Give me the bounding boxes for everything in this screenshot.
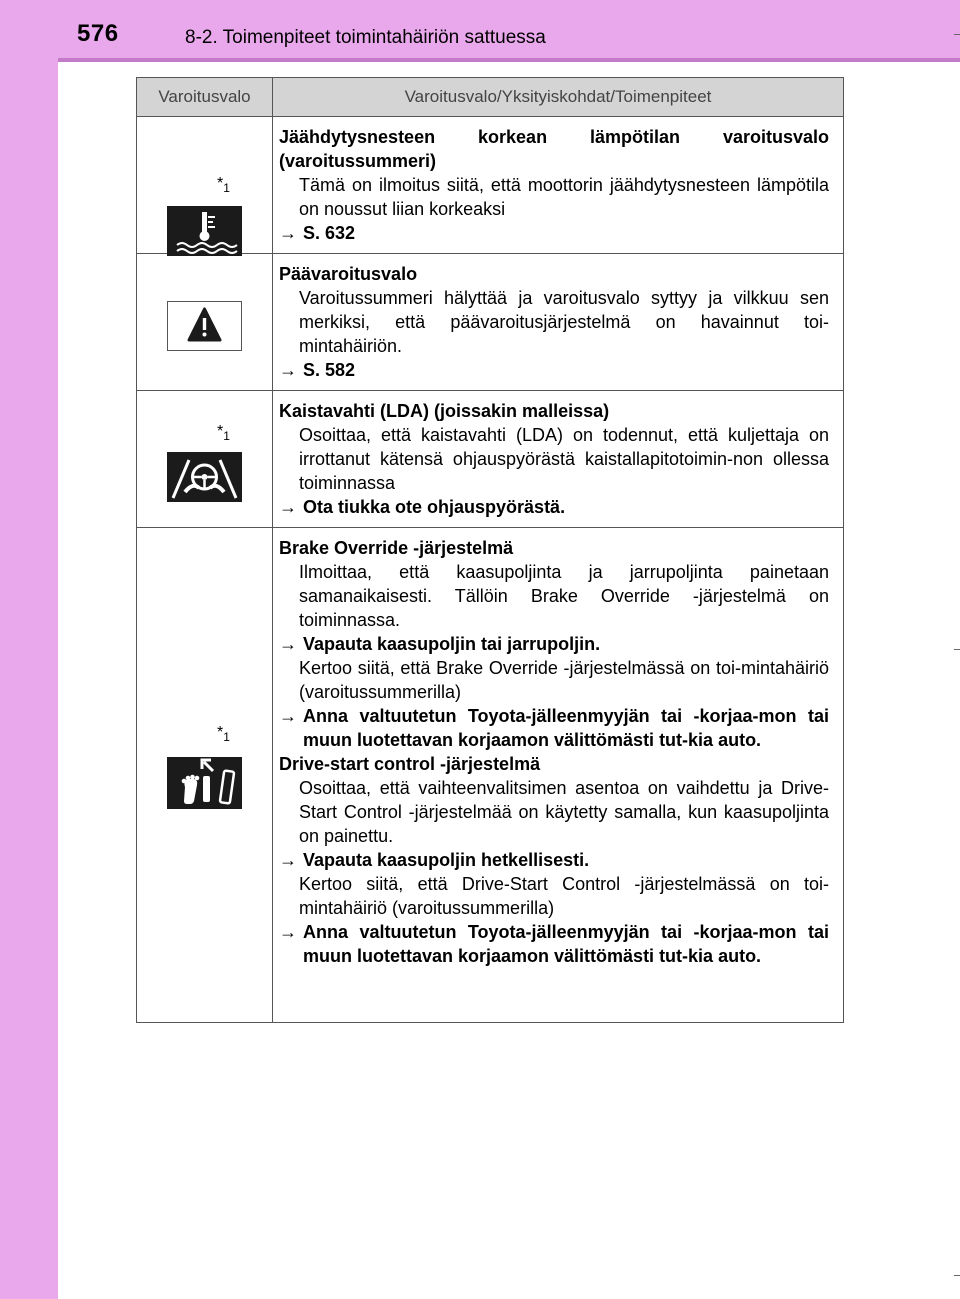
row-text: Kertoo siitä, että Brake Override -järjestelmässä on toi-mintahäiriö (varoitussummerilla) bbox=[299, 658, 829, 702]
description-cell bbox=[273, 528, 844, 1023]
chapter-title: 8-2. Toimenpiteet toimintahäiriön sattuessa bbox=[185, 27, 546, 48]
row-text: Osoittaa, että vaihteenvalitsimen asentoa on vaihdettu ja Drive-Start Control -järjestelmää on käytetty samalla, kun kaasupoljinta on painettu. bbox=[299, 778, 829, 846]
arrow-icon: → bbox=[279, 634, 297, 654]
row-text: Tämä on ilmoitus siitä, että moottorin jäähdytysnesteen lämpötila on noussut liian korkeaksi bbox=[299, 175, 829, 219]
row-text: Kertoo siitä, että Drive-Start Control -järjestelmässä on toi-mintahäiriö (varoitussummerilla) bbox=[299, 874, 829, 918]
row-title: Drive-start control -järjestelmä bbox=[279, 754, 541, 774]
master-warning-icon bbox=[167, 301, 242, 351]
footnote-marker: $*_1$ bbox=[217, 423, 230, 444]
table-header-row bbox=[137, 78, 844, 117]
header-details-actions: Varoitusvalo/Yksityiskohdat/Toimenpiteet bbox=[273, 78, 844, 117]
side-band bbox=[0, 0, 58, 1299]
table-row bbox=[137, 528, 844, 1023]
row-action: → Vapauta kaasupoljin tai jarrupoljin. bbox=[279, 634, 601, 654]
footnote-marker: $*_1$ bbox=[217, 724, 230, 745]
row-title: Jäähdytysnesteen korkean lämpötilan varoitusvalo (varoitussummeri) bbox=[279, 127, 829, 171]
row-text: Ilmoittaa, että kaasupoljinta ja jarrupoljinta painetaan samanaikaisesti. Tällöin Brake Override -järjestelmä on toiminnassa. bbox=[299, 562, 829, 630]
icon-cell bbox=[137, 117, 273, 254]
row-action: → Anna valtuutetun Toyota-jälleenmyyjän tai -korjaa-mon tai muun luotettavan korjaamon välittömästi tut-kia auto. bbox=[279, 706, 829, 750]
footnote-marker: $*_1$ bbox=[217, 175, 230, 196]
page-number: 576 bbox=[77, 20, 119, 47]
arrow-icon: → bbox=[279, 850, 297, 870]
row-title: Kaistavahti (LDA) (joissakin malleissa) bbox=[279, 401, 610, 421]
row-title: Brake Override -järjestelmä bbox=[279, 538, 514, 558]
warning-light-table bbox=[136, 77, 844, 1023]
icon-cell bbox=[137, 391, 273, 528]
arrow-icon: → bbox=[279, 223, 297, 243]
margin-tick bbox=[954, 34, 960, 35]
description-cell bbox=[273, 391, 844, 528]
icon-cell bbox=[137, 528, 273, 1023]
coolant-temperature-icon bbox=[167, 206, 242, 256]
margin-tick bbox=[954, 649, 960, 650]
table-row bbox=[137, 254, 844, 391]
description-cell bbox=[273, 117, 844, 254]
lane-departure-steering-icon bbox=[167, 452, 242, 502]
row-action: → S. 632 bbox=[279, 223, 356, 243]
row-text: Varoitussummeri hälyttää ja varoitusvalo syttyy ja vilkkuu sen merkiksi, että päävaroitusjärjestelmä on havainnut toi-mintahäiriön. bbox=[299, 288, 829, 356]
margin-tick bbox=[954, 1275, 960, 1276]
row-action: → Anna valtuutetun Toyota-jälleenmyyjän tai -korjaa-mon tai muun luotettavan korjaamon välittömästi tut-kia auto. bbox=[279, 922, 829, 966]
table-row bbox=[137, 391, 844, 528]
header-rule bbox=[58, 58, 960, 62]
row-action: → S. 582 bbox=[279, 360, 356, 380]
arrow-icon: → bbox=[279, 706, 297, 726]
arrow-icon: → bbox=[279, 360, 297, 380]
arrow-icon: → bbox=[279, 922, 297, 942]
row-title: Päävaroitusvalo bbox=[279, 264, 418, 284]
description-cell bbox=[273, 254, 844, 391]
table-row bbox=[137, 117, 844, 254]
arrow-icon: → bbox=[279, 497, 297, 517]
row-text: Osoittaa, että kaistavahti (LDA) on todennut, että kuljettaja on irrottanut kätensä ohjauspyörästä kaistallapitotoimin-non ollessa toiminnassa bbox=[299, 425, 829, 493]
brake-override-pedal-icon bbox=[167, 757, 242, 809]
icon-cell bbox=[137, 254, 273, 391]
header-warning-light: Varoitusvalo bbox=[137, 78, 273, 117]
row-action: → Ota tiukka ote ohjauspyörästä. bbox=[279, 497, 566, 517]
row-action: → Vapauta kaasupoljin hetkellisesti. bbox=[279, 850, 590, 870]
